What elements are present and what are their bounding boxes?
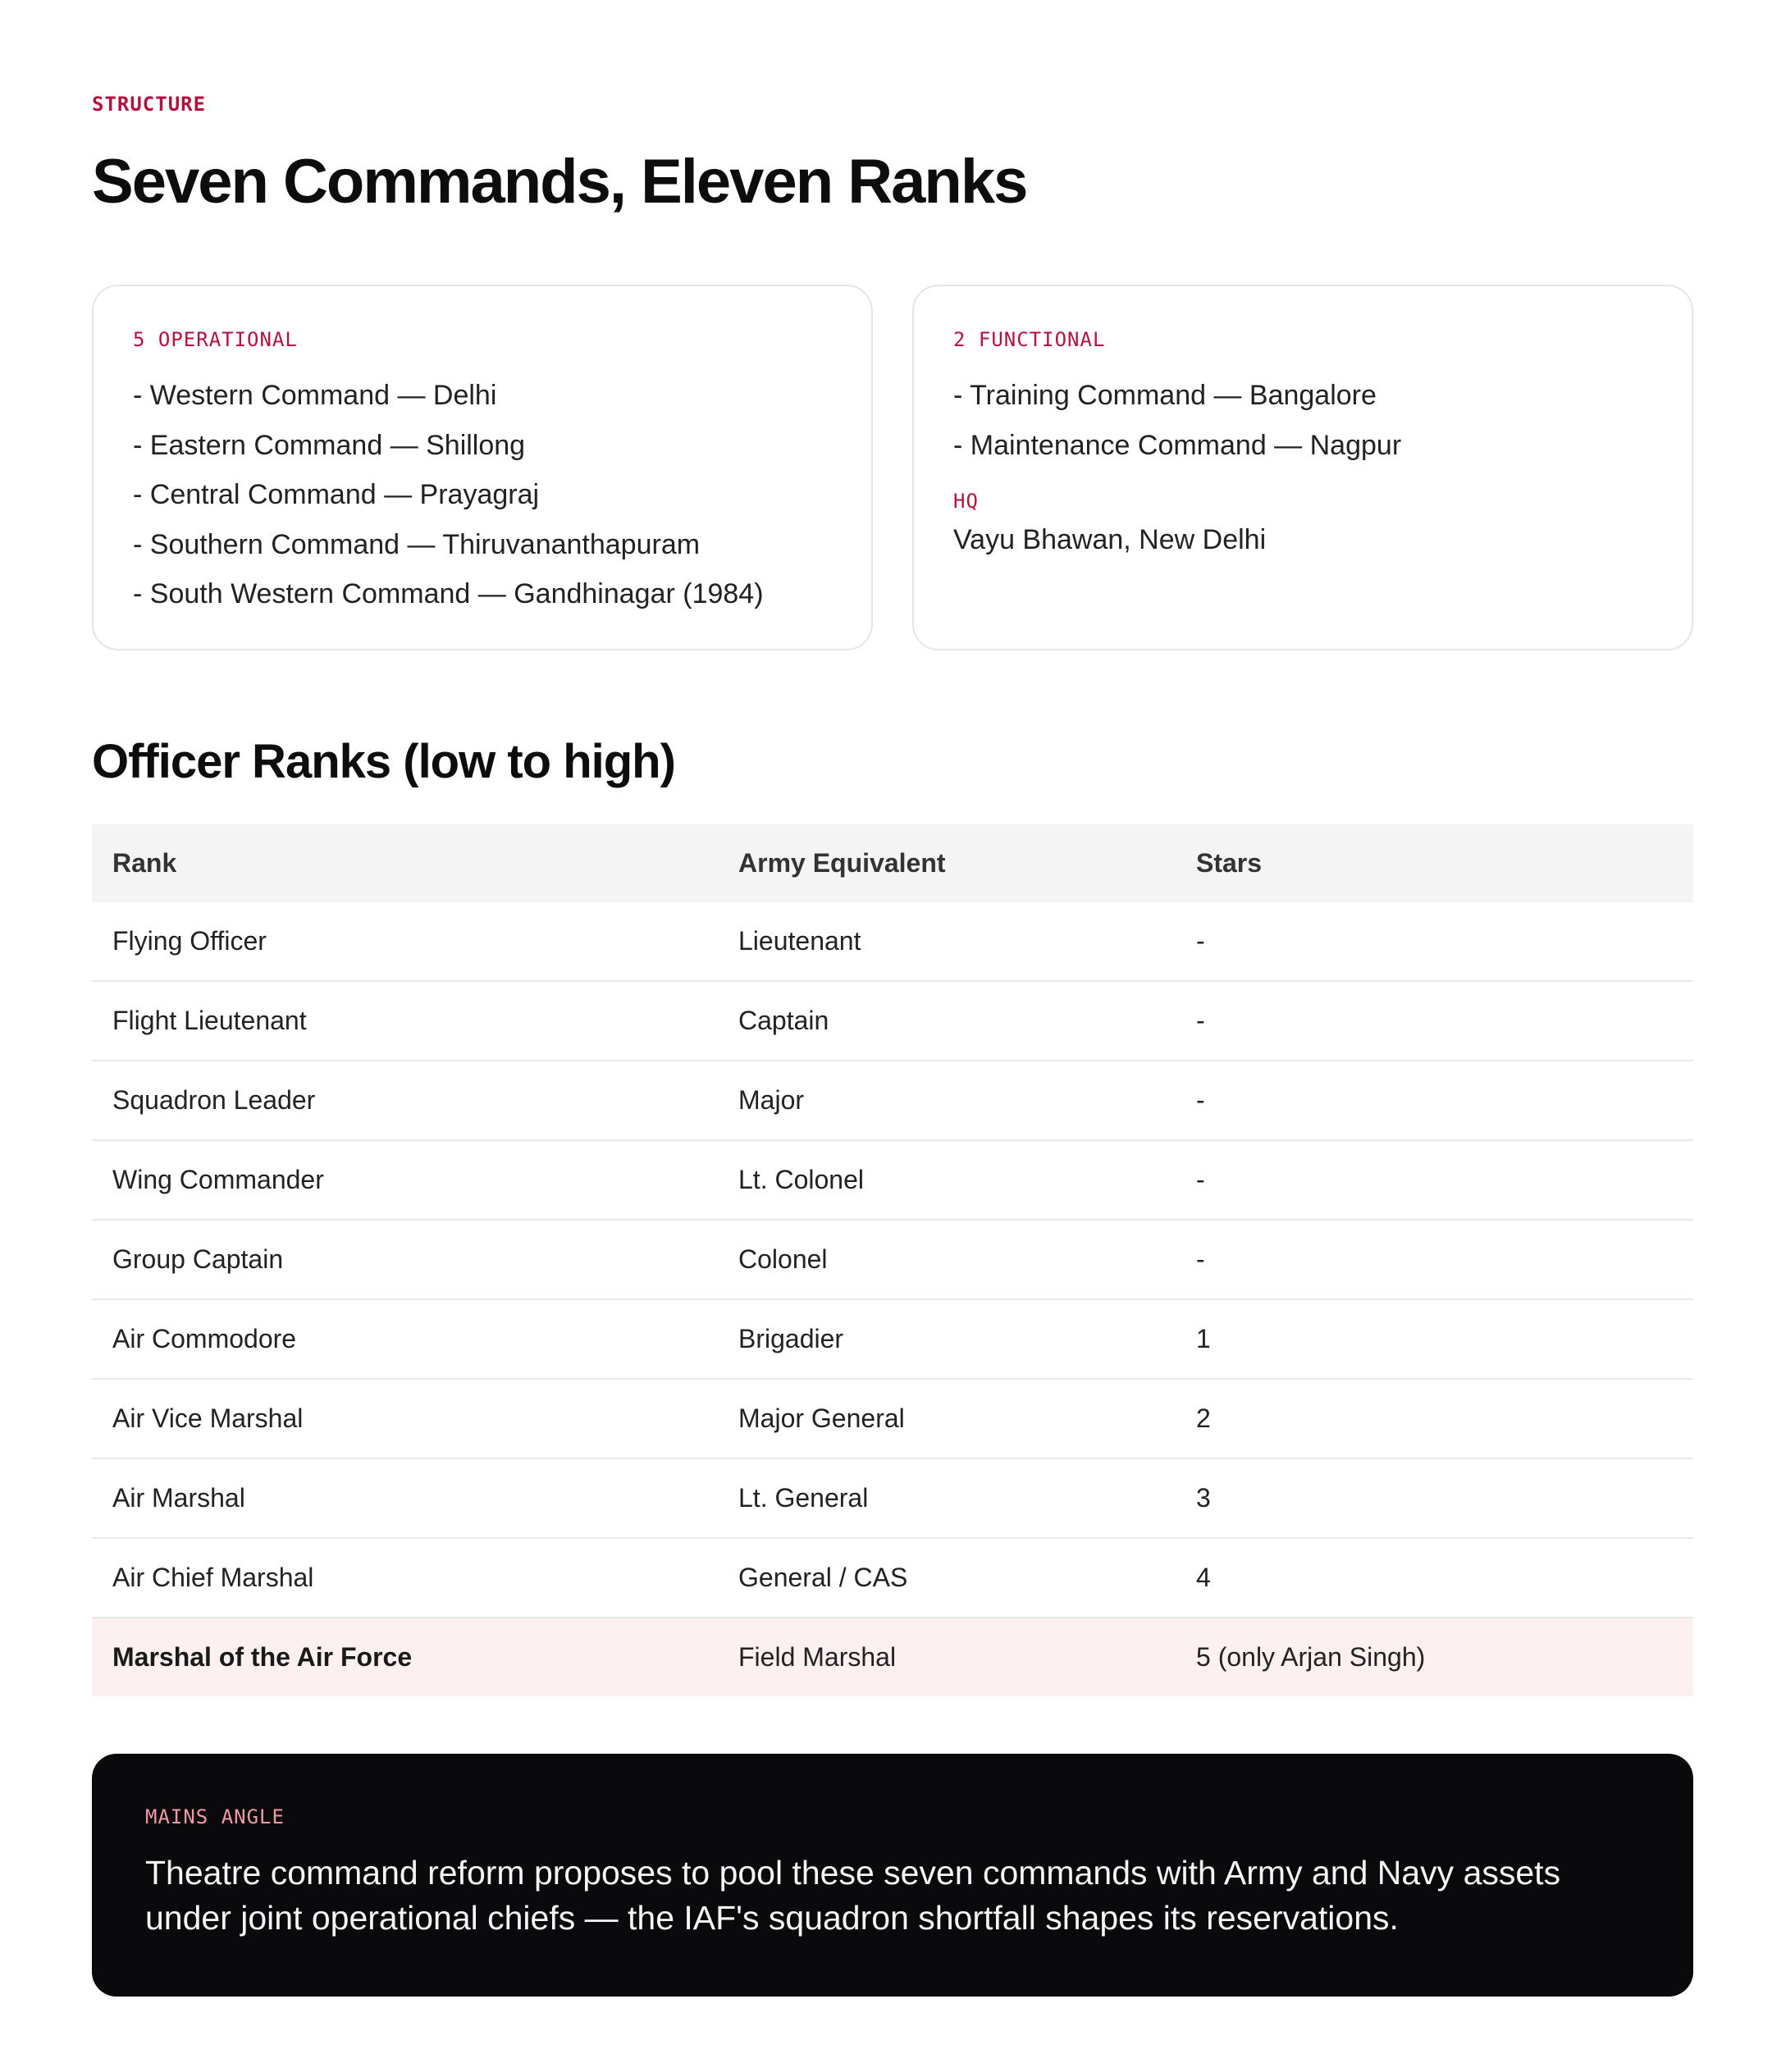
army-equivalent-cell: Captain — [718, 981, 1176, 1061]
page-title: Seven Commands, Eleven Ranks — [92, 147, 1027, 217]
stars-cell: - — [1176, 981, 1693, 1061]
stars-cell: 1 — [1176, 1299, 1693, 1379]
functional-card — [912, 285, 1693, 650]
rank-cell: Flight Lieutenant — [92, 981, 718, 1061]
stars-cell: 2 — [1176, 1379, 1693, 1458]
army-equivalent-cell: Major — [718, 1061, 1176, 1140]
table-row — [92, 1299, 1693, 1379]
table-row — [92, 1458, 1693, 1538]
stars-cell: - — [1176, 902, 1693, 981]
army-equivalent-cell: Lt. Colonel — [718, 1140, 1176, 1220]
table-row — [92, 1379, 1693, 1458]
list-item: - Central Command — Prayagraj — [133, 479, 540, 510]
army-equivalent-cell: General / CAS — [718, 1538, 1176, 1618]
hq-value: Vayu Bhawan, New Delhi — [953, 524, 1267, 555]
army-equivalent-cell: Lieutenant — [718, 902, 1176, 981]
rank-cell: Marshal of the Air Force — [92, 1618, 718, 1696]
rank-cell: Air Chief Marshal — [92, 1538, 718, 1618]
hq-label: HQ — [953, 490, 979, 513]
table-row — [92, 1140, 1693, 1220]
operational-card — [92, 285, 873, 650]
list-item: - Maintenance Command — Nagpur — [953, 429, 1402, 461]
rank-cell: Air Vice Marshal — [92, 1379, 718, 1458]
rank-cell: Air Marshal — [92, 1458, 718, 1538]
army-equivalent-cell: Lt. General — [718, 1458, 1176, 1538]
list-item: - Western Command — Delhi — [133, 380, 497, 411]
table-row — [92, 902, 1693, 981]
stars-cell: 4 — [1176, 1538, 1693, 1618]
army-equivalent-cell: Colonel — [718, 1220, 1176, 1299]
rank-cell: Flying Officer — [92, 902, 718, 981]
list-item: - Eastern Command — Shillong — [133, 429, 526, 461]
table-row-highlighted — [92, 1618, 1693, 1696]
rank-cell: Air Commodore — [92, 1299, 718, 1379]
functional-label: 2 FUNCTIONAL — [953, 328, 1106, 351]
rank-cell: Squadron Leader — [92, 1061, 718, 1140]
commands-cards — [92, 285, 1693, 650]
column-header-stars: Stars — [1176, 824, 1693, 902]
army-equivalent-cell: Field Marshal — [718, 1618, 1176, 1696]
table-row — [92, 981, 1693, 1061]
callout-label: MAINS ANGLE — [145, 1805, 285, 1828]
stars-cell: - — [1176, 1140, 1693, 1220]
callout-text: Theatre command reform proposes to pool these seven commands with Army and Navy assets under joint operational chiefs — the IAF's squadron shortfall shapes its reservations. — [145, 1854, 1561, 1937]
stars-cell: 3 — [1176, 1458, 1693, 1538]
functional-list — [953, 371, 1401, 470]
stars-cell: - — [1176, 1061, 1693, 1140]
list-item: - South Western Command — Gandhinagar (1984) — [133, 578, 764, 609]
army-equivalent-cell: Major General — [718, 1379, 1176, 1458]
rank-cell: Group Captain — [92, 1220, 718, 1299]
section-eyebrow: STRUCTURE — [92, 93, 207, 116]
ranks-section-title: Officer Ranks (low to high) — [92, 735, 675, 788]
ranks-table — [92, 824, 1693, 1696]
rank-cell: Wing Commander — [92, 1140, 718, 1220]
table-row — [92, 1538, 1693, 1618]
column-header-rank: Rank — [92, 824, 718, 902]
column-header-army-equivalent: Army Equivalent — [718, 824, 1176, 902]
operational-label: 5 OPERATIONAL — [133, 328, 298, 351]
operational-list — [133, 371, 764, 619]
table-header-row — [92, 824, 1693, 902]
list-item: - Training Command — Bangalore — [953, 380, 1377, 411]
list-item: - Southern Command — Thiruvananthapuram — [133, 528, 701, 560]
table-row — [92, 1061, 1693, 1140]
army-equivalent-cell: Brigadier — [718, 1299, 1176, 1379]
stars-cell: - — [1176, 1220, 1693, 1299]
table-row — [92, 1220, 1693, 1299]
mains-angle-callout — [92, 1754, 1693, 1997]
stars-cell: 5 (only Arjan Singh) — [1176, 1618, 1693, 1696]
